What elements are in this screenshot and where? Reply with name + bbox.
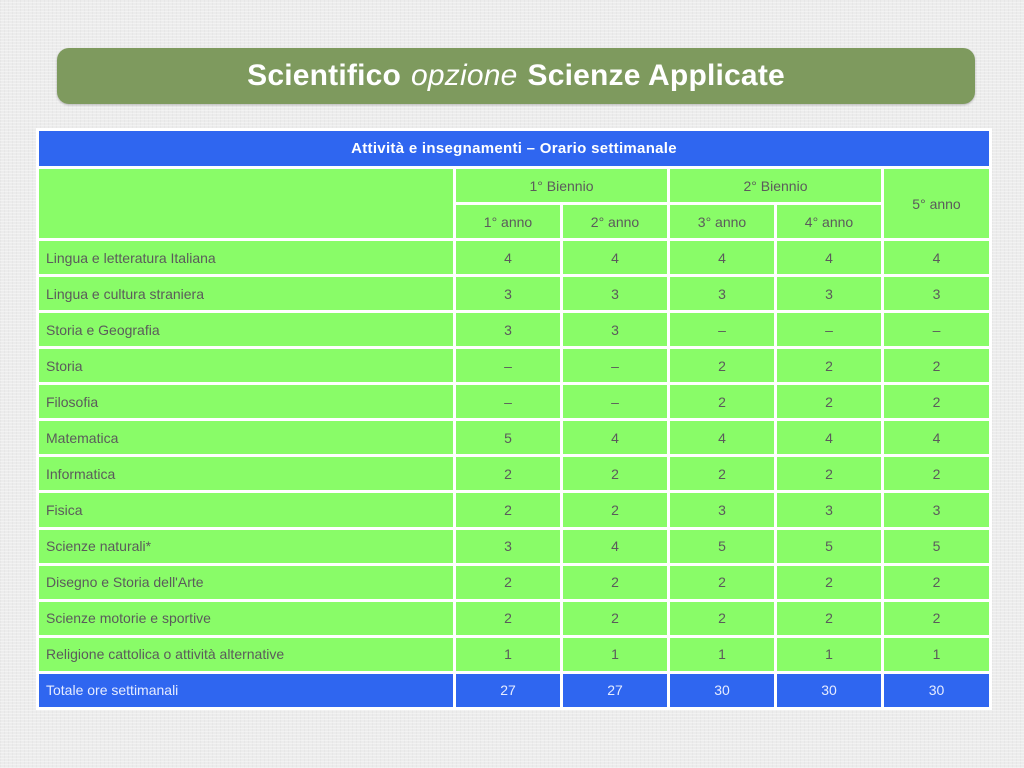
hours-cell: 1 [669,636,776,672]
group-header-2: 2° Biennio [669,168,883,204]
subject-cell: Matematica [38,420,455,456]
hours-cell: 3 [776,276,883,312]
title-part-2: opzione [411,59,518,92]
total-cell: 30 [883,672,991,708]
year-header: 1° anno [455,204,562,240]
hours-cell: 3 [455,276,562,312]
hours-cell: 2 [776,600,883,636]
hours-cell: 4 [883,240,991,276]
table-row [38,636,991,672]
hours-cell: – [562,384,669,420]
hours-cell: 3 [669,276,776,312]
hours-cell: 2 [776,456,883,492]
year-header: 2° anno [562,204,669,240]
hours-cell: 4 [883,420,991,456]
hours-cell: 2 [883,600,991,636]
subject-cell: Religione cattolica o attività alternative [38,636,455,672]
hours-cell: 2 [776,348,883,384]
hours-cell: 2 [562,456,669,492]
hours-cell: 4 [776,420,883,456]
hours-cell: – [776,312,883,348]
table-row [38,420,991,456]
total-label: Totale ore settimanali [38,672,455,708]
hours-cell: 4 [562,528,669,564]
subject-cell: Scienze motorie e sportive [38,600,455,636]
table-row [38,312,991,348]
subject-cell: Disegno e Storia dell'Arte [38,564,455,600]
year-header: 4° anno [776,204,883,240]
hours-cell: 2 [455,600,562,636]
hours-cell: 2 [455,456,562,492]
table-row [38,564,991,600]
hours-cell: 2 [455,492,562,528]
hours-cell: 3 [776,492,883,528]
table-row [38,348,991,384]
hours-cell: 3 [883,492,991,528]
hours-cell: 1 [455,636,562,672]
hours-cell: 5 [455,420,562,456]
hours-cell: 3 [562,276,669,312]
table-row [38,492,991,528]
hours-cell: 2 [562,564,669,600]
table-row [38,528,991,564]
total-cell: 27 [562,672,669,708]
hours-cell: 1 [562,636,669,672]
table-row [38,240,991,276]
schedule-table [36,128,989,710]
hours-cell: 2 [669,456,776,492]
hours-cell: – [455,384,562,420]
total-row [38,672,991,708]
group-header-3: 5° anno [883,168,991,240]
hours-cell: 5 [776,528,883,564]
hours-cell: 4 [562,240,669,276]
subject-cell: Filosofia [38,384,455,420]
hours-cell: 5 [669,528,776,564]
hours-cell: – [455,348,562,384]
hours-cell: 3 [455,528,562,564]
table-row [38,456,991,492]
total-cell: 30 [776,672,883,708]
hours-cell: 4 [562,420,669,456]
subject-cell: Storia e Geografia [38,312,455,348]
hours-cell: 2 [455,564,562,600]
hours-cell: 3 [562,312,669,348]
table-row [38,600,991,636]
hours-cell: – [562,348,669,384]
table-row [38,384,991,420]
table-header: Attività e insegnamenti – Orario settimanale [38,130,991,168]
hours-cell: 3 [883,276,991,312]
hours-cell: 2 [883,384,991,420]
subject-cell: Lingua e letteratura Italiana [38,240,455,276]
page-title [57,48,975,104]
title-part-1: Scientifico [247,59,402,92]
total-cell: 27 [455,672,562,708]
hours-cell: 2 [776,564,883,600]
hours-cell: 2 [562,492,669,528]
hours-cell: 4 [669,420,776,456]
subject-cell: Storia [38,348,455,384]
hours-cell: 4 [776,240,883,276]
hours-cell: 2 [669,348,776,384]
table-row [38,276,991,312]
hours-cell: 2 [883,456,991,492]
hours-cell: 1 [883,636,991,672]
hours-cell: 1 [776,636,883,672]
hours-cell: 2 [669,564,776,600]
year-header: 3° anno [669,204,776,240]
hours-cell: 2 [669,600,776,636]
subject-cell: Scienze naturali* [38,528,455,564]
hours-cell: 3 [669,492,776,528]
hours-cell: 2 [776,384,883,420]
hours-cell: – [883,312,991,348]
hours-cell: 4 [669,240,776,276]
subject-cell: Fisica [38,492,455,528]
group-header-1: 1° Biennio [455,168,669,204]
header-empty-cell [38,168,455,240]
title-part-3: Scienze Applicate [527,59,785,92]
total-cell: 30 [669,672,776,708]
hours-cell: 2 [883,348,991,384]
hours-cell: 2 [883,564,991,600]
hours-cell: 2 [669,384,776,420]
subject-cell: Informatica [38,456,455,492]
hours-cell: 2 [562,600,669,636]
hours-cell: 3 [455,312,562,348]
subject-cell: Lingua e cultura straniera [38,276,455,312]
hours-cell: 4 [455,240,562,276]
hours-cell: 5 [883,528,991,564]
hours-cell: – [669,312,776,348]
